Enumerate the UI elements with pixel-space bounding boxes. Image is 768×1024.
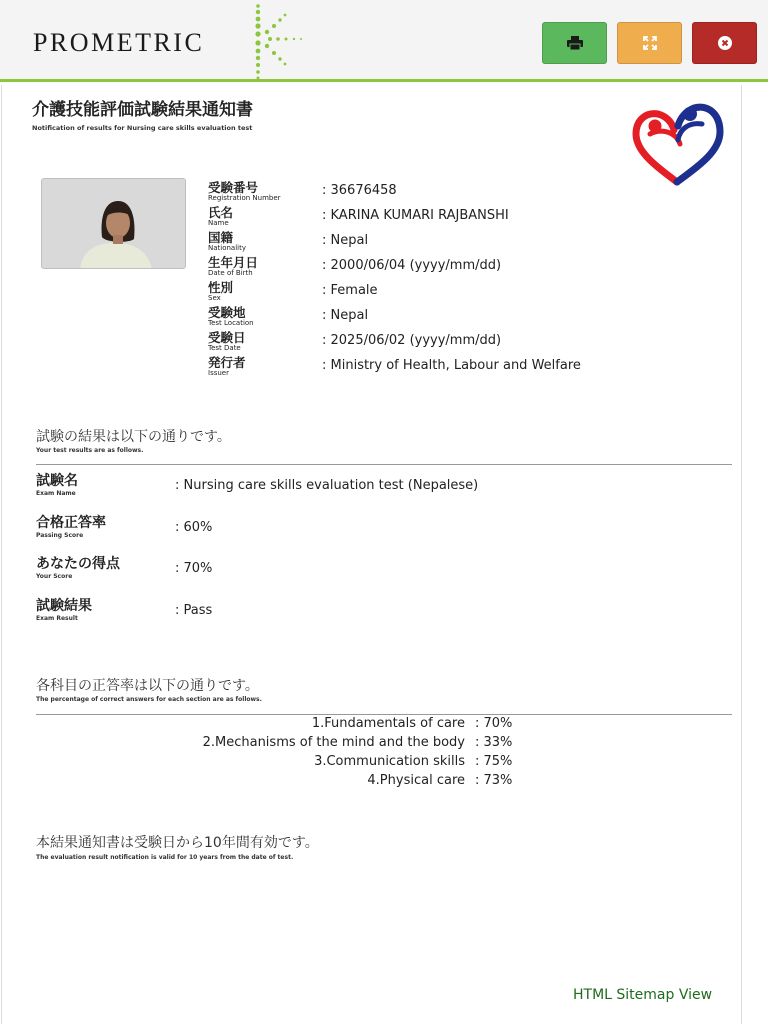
info-label-en: Test Date	[208, 344, 241, 352]
info-label-jp: 性別	[208, 280, 234, 295]
section-name: 4.Physical care	[367, 773, 465, 788]
info-label-en: Registration Number	[208, 194, 281, 202]
sections-heading-jp: 各科目の正答率は以下の通りです。	[36, 678, 259, 694]
sections-heading-en: The percentage of correct answers for each section are as follows.	[36, 696, 262, 703]
print-button[interactable]	[542, 22, 607, 64]
results-divider	[36, 464, 732, 465]
info-label-jp: 受験日	[208, 330, 246, 345]
info-value: : Nepal	[322, 233, 369, 248]
candidate-photo	[41, 178, 186, 269]
result-row-exam-name	[36, 470, 726, 506]
prometric-logo-icon	[246, 2, 308, 80]
result-value: : Nursing care skills evaluation test (Nepalese)	[175, 478, 479, 493]
info-label-en: Date of Birth	[208, 269, 253, 277]
info-label-en: Sex	[208, 294, 221, 302]
info-value: : KARINA KUMARI RAJBANSHI	[322, 208, 509, 223]
person-photo-icon	[42, 179, 186, 269]
info-value: : 36676458	[322, 183, 397, 198]
expand-button[interactable]	[617, 22, 682, 64]
results-heading-en: Your test results are as follows.	[36, 447, 144, 454]
section-name: 2.Mechanisms of the mind and the body	[202, 735, 465, 750]
section-row	[36, 754, 726, 772]
result-label-en: Your Score	[36, 573, 73, 580]
info-value: : 2025/06/02 (yyyy/mm/dd)	[322, 333, 502, 348]
info-value: : Nepal	[322, 308, 369, 323]
section-value: : 73%	[475, 773, 513, 788]
result-value: : Pass	[175, 603, 213, 618]
info-label-en: Issuer	[208, 369, 229, 377]
prometric-logo: PROMETRIC	[33, 28, 205, 57]
sections-divider	[36, 714, 732, 715]
section-value: : 33%	[475, 735, 513, 750]
validity-note-en: The evaluation result notification is valid for 10 years from the date of test.	[36, 854, 294, 861]
result-label-en: Exam Result	[36, 615, 78, 622]
section-value: : 75%	[475, 754, 513, 769]
page-border-left	[1, 85, 2, 1024]
section-row	[36, 716, 726, 734]
info-label-en: Test Location	[208, 319, 254, 327]
result-label-en: Passing Score	[36, 532, 84, 539]
result-row-exam-result	[36, 595, 726, 631]
mhlw-emblem-icon	[630, 98, 725, 186]
result-label-en: Exam Name	[36, 490, 76, 497]
result-row-passing-score	[36, 512, 726, 548]
expand-icon	[643, 36, 657, 50]
info-label-jp: 発行者	[208, 355, 246, 370]
info-value: : Female	[322, 283, 378, 298]
results-heading-jp: 試験の結果は以下の通りです。	[36, 429, 231, 445]
page-border-right	[741, 85, 742, 1024]
result-label-jp: 試験結果	[36, 598, 92, 614]
result-value: : 70%	[175, 561, 213, 576]
info-label-en: Nationality	[208, 244, 247, 252]
result-value: : 60%	[175, 520, 213, 535]
close-icon	[718, 36, 732, 50]
close-button[interactable]	[692, 22, 757, 64]
result-label-jp: 合格正答率	[36, 515, 106, 531]
result-row-your-score	[36, 553, 726, 589]
validity-note-jp: 本結果通知書は受験日から10年間有効です。	[36, 835, 319, 851]
info-value: : Ministry of Health, Labour and Welfare	[322, 358, 581, 373]
page-title-jp: 介護技能評価試験結果通知書	[32, 100, 253, 120]
page-title-en: Notification of results for Nursing care skills evaluation test	[32, 124, 253, 132]
info-label-jp: 氏名	[208, 205, 234, 220]
info-label-jp: 国籍	[208, 230, 234, 245]
section-row	[36, 735, 726, 753]
print-icon	[567, 36, 583, 50]
info-label-en: Name	[208, 219, 229, 227]
header-bar	[0, 0, 768, 82]
info-label-jp: 生年月日	[208, 255, 259, 270]
info-label-jp: 受験番号	[208, 180, 259, 195]
result-label-jp: 試験名	[36, 473, 78, 489]
section-row	[36, 773, 726, 791]
section-name: 3.Communication skills	[314, 754, 465, 769]
info-value: : 2000/06/04 (yyyy/mm/dd)	[322, 258, 502, 273]
info-label-jp: 受験地	[208, 305, 246, 320]
result-label-jp: あなたの得点	[36, 556, 120, 572]
section-value: : 70%	[475, 716, 513, 731]
sitemap-link[interactable]: HTML Sitemap View	[573, 987, 713, 1003]
section-name: 1.Fundamentals of care	[311, 716, 465, 731]
